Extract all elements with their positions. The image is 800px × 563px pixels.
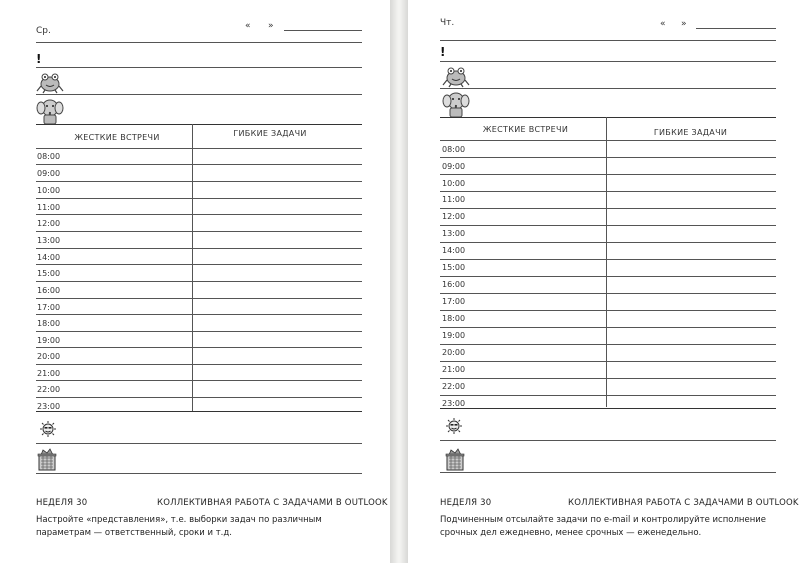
footer-tip: Настройте «представления», т.е. выборки задач по различным параметрам — ответственный, сроки и т.д. <box>36 515 322 538</box>
footer-title: КОЛЛЕКТИВНАЯ РАБОТА С ЗАДАЧАМИ В OUTLOOK <box>568 498 799 508</box>
hour-label: 13:00 <box>37 236 61 245</box>
basket-line <box>36 473 362 474</box>
hour-label: 14:00 <box>37 253 61 262</box>
hour-label: 09:00 <box>37 169 61 178</box>
date-line <box>696 28 776 29</box>
hour-label: 16:00 <box>37 286 61 295</box>
sun-line <box>36 443 362 444</box>
left-page <box>0 0 390 563</box>
urgent-line <box>36 67 362 68</box>
footer-title: КОЛЛЕКТИВНАЯ РАБОТА С ЗАДАЧАМИ В OUTLOOK <box>157 498 388 508</box>
hour-label: 22:00 <box>442 382 466 391</box>
date-line <box>284 30 362 31</box>
trash-basket-icon <box>36 448 58 472</box>
sun-smiley-icon <box>444 417 464 435</box>
hour-label: 13:00 <box>442 229 466 238</box>
hour-label: 11:00 <box>442 195 466 204</box>
elephant-icon <box>441 89 471 119</box>
hour-label: 20:00 <box>442 348 466 357</box>
hour-label: 16:00 <box>442 280 466 289</box>
hour-label: 10:00 <box>442 179 466 188</box>
hour-label: 11:00 <box>37 203 61 212</box>
hour-label: 15:00 <box>442 263 466 272</box>
hour-label: 23:00 <box>37 402 61 411</box>
frog-line <box>36 94 362 95</box>
footer-tip: Подчиненным отсылайте задачи по e-mail и контролируйте исполнение срочных дел ежедневно, менее срочных — еженедельно. <box>440 515 767 538</box>
hour-label: 15:00 <box>37 269 61 278</box>
day-line <box>36 42 362 43</box>
date-close-quote: » <box>681 19 687 29</box>
footer-week: НЕДЕЛЯ 30 <box>36 498 88 508</box>
sun-line <box>440 440 776 441</box>
hour-label: 18:00 <box>37 319 61 328</box>
hour-label: 17:00 <box>37 303 61 312</box>
hour-label: 21:00 <box>442 365 466 374</box>
frog-line <box>440 88 776 89</box>
hour-label: 12:00 <box>442 212 466 221</box>
hour-label: 12:00 <box>37 219 61 228</box>
footer-week: НЕДЕЛЯ 30 <box>440 498 492 508</box>
hour-label: 19:00 <box>37 336 61 345</box>
hour-label: 14:00 <box>442 246 466 255</box>
hour-label: 21:00 <box>37 369 61 378</box>
table-top-line <box>440 117 776 118</box>
urgent-line <box>440 61 776 62</box>
frog-icon <box>35 70 65 94</box>
hour-label: 23:00 <box>442 399 466 408</box>
sun-smiley-icon <box>38 420 58 438</box>
book-gutter <box>390 0 408 563</box>
hour-label: 19:00 <box>442 331 466 340</box>
hour-label: 18:00 <box>442 314 466 323</box>
hour-label: 08:00 <box>37 152 61 161</box>
hour-label: 08:00 <box>442 145 466 154</box>
day-label: Чт. <box>440 18 455 28</box>
right-page <box>408 0 800 563</box>
table-divider <box>192 124 193 411</box>
column-fixed-meetings: ЖЕСТКИЕ ВСТРЕЧИ <box>482 125 569 134</box>
elephant-icon <box>35 96 65 126</box>
exclamation-mark: ! <box>36 52 42 66</box>
exclamation-mark: ! <box>440 45 446 59</box>
hour-label: 20:00 <box>37 352 61 361</box>
hour-label: 22:00 <box>37 385 61 394</box>
frog-icon <box>441 64 471 88</box>
date-close-quote: » <box>268 21 274 31</box>
column-fixed-meetings: ЖЕСТКИЕ ВСТРЕЧИ <box>74 133 160 142</box>
day-line <box>440 40 776 41</box>
table-top-line <box>36 124 362 125</box>
date-open-quote: « <box>245 21 251 31</box>
trash-basket-icon <box>444 448 466 472</box>
column-flexible-tasks: ГИБКИЕ ЗАДАЧИ <box>653 128 728 137</box>
basket-line <box>440 472 776 473</box>
date-open-quote: « <box>660 19 666 29</box>
table-divider <box>606 117 607 407</box>
day-label: Ср. <box>36 26 51 36</box>
hour-label: 17:00 <box>442 297 466 306</box>
hour-label: 09:00 <box>442 162 466 171</box>
column-flexible-tasks: ГИБКИЕ ЗАДАЧИ <box>233 129 307 138</box>
hour-label: 10:00 <box>37 186 61 195</box>
